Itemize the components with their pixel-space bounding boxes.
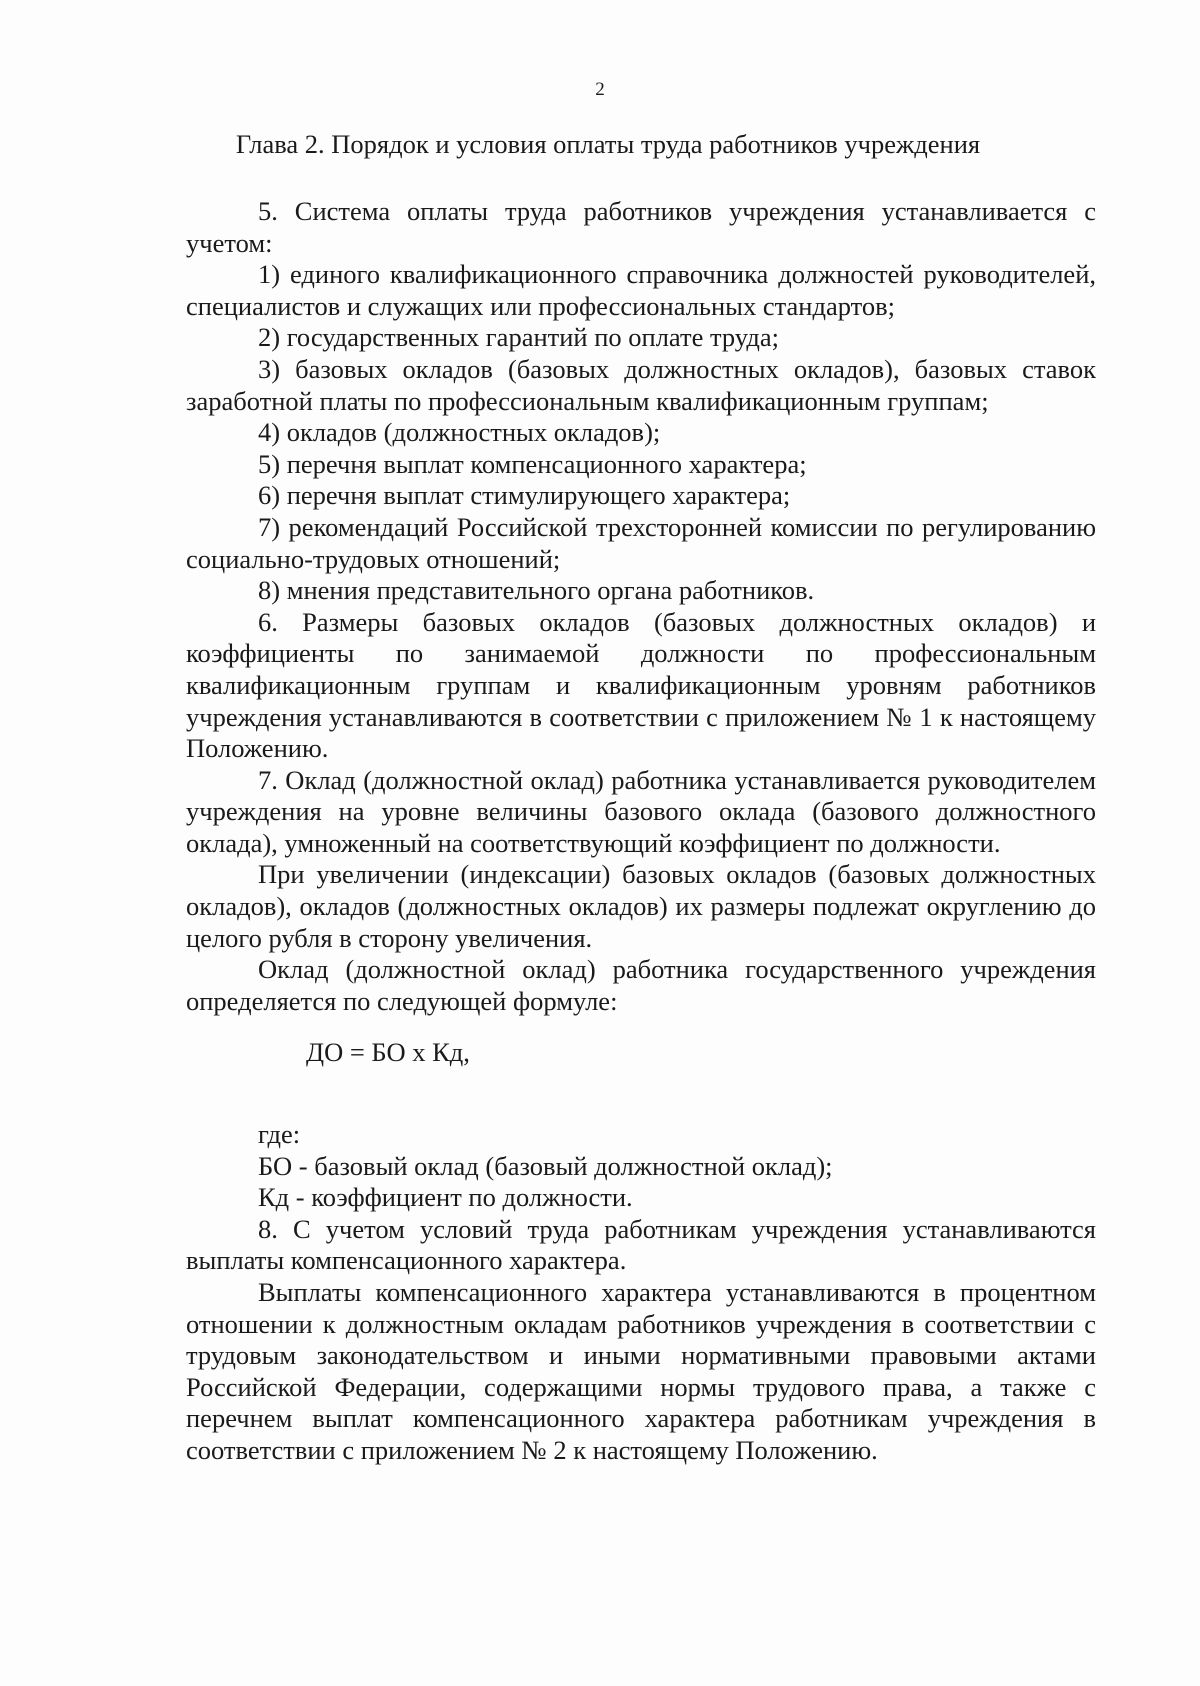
paragraph: При увеличении (индексации) базовых окладов (базовых должностных окладов), окладов (должностных окладов) их размеры подлежат округлению до целого рубля в сторону увеличения. xyxy=(186,859,1096,953)
paragraph: 7. Оклад (должностной оклад) работника устанавливается руководителем учреждения на уровне величины базового оклада (базового должностного оклада), умноженный на соответствующий коэффициент по должности. xyxy=(186,764,1096,858)
chapter-title: Глава 2. Порядок и условия оплаты труда работников учреждения xyxy=(235,129,981,159)
paragraph: где: xyxy=(258,1119,301,1150)
paragraph: 5. Система оплаты труда работников учреждения устанавливается с учетом: xyxy=(186,196,1096,258)
paragraph: Оклад (должностной оклад) работника государственного учреждения определяется по следующей формуле: xyxy=(186,954,1096,1016)
paragraph: 7) рекомендаций Российской трехсторонней комиссии по регулированию социально-трудовых отношений; xyxy=(186,511,1096,574)
paragraph: 5) перечня выплат компенсационного характера; xyxy=(258,448,807,479)
page-number: 2 xyxy=(595,79,605,100)
salary-formula: ДО = БО х Кд, xyxy=(306,1037,470,1068)
document-body xyxy=(186,196,1096,1467)
paragraph: 1) единого квалификационного справочника должностей руководителей, специалистов и служащих или профессиональных стандартов; xyxy=(186,259,1096,321)
paragraph: Выплаты компенсационного характера устанавливаются в процентном отношении к должностным окладам работников учреждения в соответствии с трудовым законодательством и иными нормативными правовыми актами Российской Федерации, содержащими нормы трудового права, а также с перечнем выплат компенсационного характера работникам учреждения в соответствии с приложением № 2 к настоящему Положению. xyxy=(186,1277,1096,1465)
paragraph: 3) базовых окладов (базовых должностных окладов), базовых ставок заработной платы по профессиональным квалификационным группам; xyxy=(186,353,1096,416)
paragraph: БО - базовый оклад (базовый должностной оклад); xyxy=(258,1150,833,1181)
paragraph: Кд - коэффициент по должности. xyxy=(258,1182,633,1213)
paragraph: 4) окладов (должностных окладов); xyxy=(258,417,661,448)
paragraph: 6. Размеры базовых окладов (базовых должностных окладов) и коэффициенты по занимаемой должности по профессиональным квалификационным группам и квалификационным уровням работников учреждения устанавливаются в соответствии с приложением № 1 к настоящему Положению. xyxy=(186,606,1096,764)
paragraph: 6) перечня выплат стимулирующего характера; xyxy=(258,480,791,511)
paragraph: 2) государственных гарантий по оплате труда; xyxy=(258,322,779,353)
paragraph: 8. С учетом условий труда работникам учреждения устанавливаются выплаты компенсационного характера. xyxy=(186,1213,1096,1276)
paragraph: 8) мнения представительного органа работников. xyxy=(258,575,815,606)
